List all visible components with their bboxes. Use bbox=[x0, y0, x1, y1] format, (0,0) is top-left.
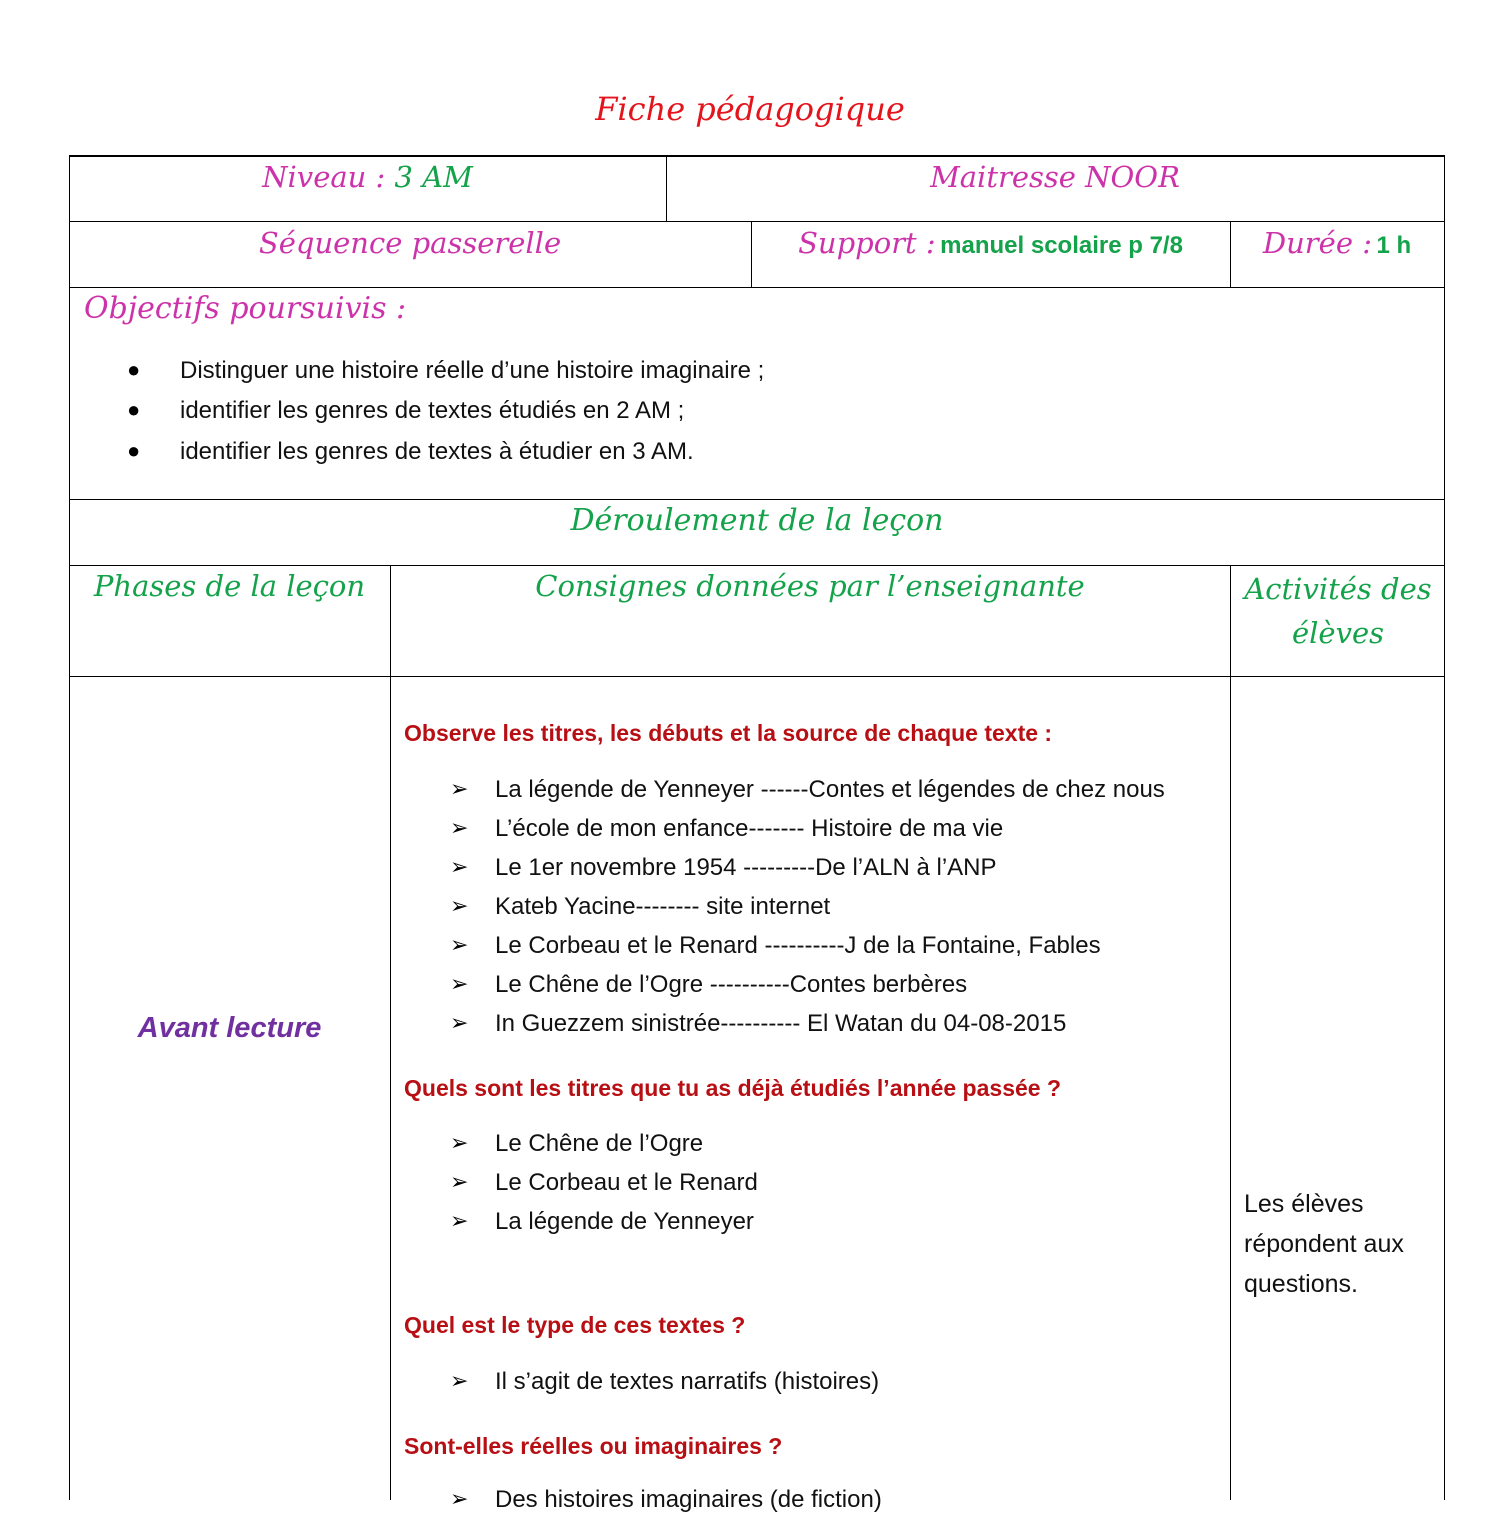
arrow-bullet-icon: ➢ bbox=[450, 1368, 469, 1393]
list-item: Le Chêne de l’Ogre bbox=[495, 1130, 704, 1157]
divider bbox=[69, 221, 1445, 222]
arrow-bullet-icon: ➢ bbox=[450, 815, 469, 840]
deroulement-heading: Déroulement de la leçon bbox=[570, 503, 944, 538]
divider bbox=[390, 565, 391, 1500]
column-header-activites: Activités des élèves bbox=[1244, 572, 1432, 650]
table-border bbox=[1444, 155, 1445, 1500]
list-item: La légende de Yenneyer ------Contes et légendes de chez nous bbox=[495, 776, 1165, 803]
question-heading: Quel est le type de ces textes ? bbox=[404, 1312, 746, 1338]
list-item: Des histoires imaginaires (de fiction) bbox=[495, 1486, 882, 1513]
objectif-item: identifier les genres de textes étudiés en 2 AM ; bbox=[180, 397, 685, 424]
sequence: Séquence passerelle bbox=[258, 226, 562, 260]
list-item: Le Corbeau et le Renard ----------J de la Fontaine, Fables bbox=[495, 932, 1101, 959]
list-item: In Guezzem sinistrée---------- El Watan du 04-08-2015 bbox=[495, 1010, 1067, 1037]
divider bbox=[69, 676, 1445, 677]
duree-label: Durée : bbox=[1262, 226, 1372, 260]
bullet-icon: ● bbox=[127, 438, 141, 463]
divider bbox=[69, 499, 1445, 500]
bullet-icon: ● bbox=[127, 397, 141, 422]
list-item: L’école de mon enfance------- Histoire de ma vie bbox=[495, 815, 1004, 842]
list-item: La légende de Yenneyer bbox=[495, 1208, 754, 1235]
arrow-bullet-icon: ➢ bbox=[450, 932, 469, 957]
list-item: Le Chêne de l’Ogre ----------Contes berbères bbox=[495, 971, 968, 998]
column-header-consignes: Consignes données par l’enseignante bbox=[535, 569, 1085, 603]
question-heading: Quels sont les titres que tu as déjà étudiés l’année passée ? bbox=[404, 1075, 1062, 1101]
table-border bbox=[69, 155, 70, 1500]
activite-text: Les élèves répondent aux questions. bbox=[1244, 1190, 1404, 1298]
arrow-bullet-icon: ➢ bbox=[450, 971, 469, 996]
arrow-bullet-icon: ➢ bbox=[450, 776, 469, 801]
objectifs-heading: Objectifs poursuivis : bbox=[84, 291, 407, 326]
list-item: Le 1er novembre 1954 ---------De l’ALN à l’ANP bbox=[495, 854, 997, 881]
phase-label: Avant lecture bbox=[137, 1012, 322, 1044]
arrow-bullet-icon: ➢ bbox=[450, 854, 469, 879]
arrow-bullet-icon: ➢ bbox=[450, 1169, 469, 1194]
divider bbox=[1230, 565, 1231, 1500]
niveau-label: Niveau : bbox=[262, 160, 386, 194]
arrow-bullet-icon: ➢ bbox=[450, 1130, 469, 1155]
support-value: manuel scolaire p 7/8 bbox=[940, 232, 1183, 259]
list-item: Le Corbeau et le Renard bbox=[495, 1169, 758, 1196]
list-item: Il s’agit de textes narratifs (histoires) bbox=[495, 1368, 880, 1395]
objectif-item: identifier les genres de textes à étudier en 3 AM. bbox=[180, 438, 694, 465]
question-heading: Observe les titres, les débuts et la source de chaque texte : bbox=[404, 720, 1053, 746]
list-item: Kateb Yacine-------- site internet bbox=[495, 893, 831, 920]
niveau-value: 3 AM bbox=[394, 160, 473, 194]
arrow-bullet-icon: ➢ bbox=[450, 1486, 469, 1511]
column-header-phases: Phases de la leçon bbox=[93, 569, 366, 603]
duree-value: 1 h bbox=[1376, 232, 1412, 259]
teacher-name: Maitresse NOOR bbox=[930, 160, 1180, 194]
duree bbox=[1230, 226, 1444, 260]
arrow-bullet-icon: ➢ bbox=[450, 893, 469, 918]
objectif-item: Distinguer une histoire réelle d’une histoire imaginaire ; bbox=[180, 357, 765, 384]
divider bbox=[69, 565, 1445, 566]
arrow-bullet-icon: ➢ bbox=[450, 1208, 469, 1233]
arrow-bullet-icon: ➢ bbox=[450, 1010, 469, 1035]
divider bbox=[69, 287, 1445, 288]
niveau bbox=[69, 160, 666, 194]
page-title: Fiche pédagogique bbox=[595, 90, 905, 128]
bullet-icon: ● bbox=[127, 357, 141, 382]
table-border bbox=[69, 155, 1445, 157]
support bbox=[751, 226, 1230, 260]
question-heading: Sont-elles réelles ou imaginaires ? bbox=[404, 1433, 783, 1459]
support-label: Support : bbox=[798, 226, 936, 260]
